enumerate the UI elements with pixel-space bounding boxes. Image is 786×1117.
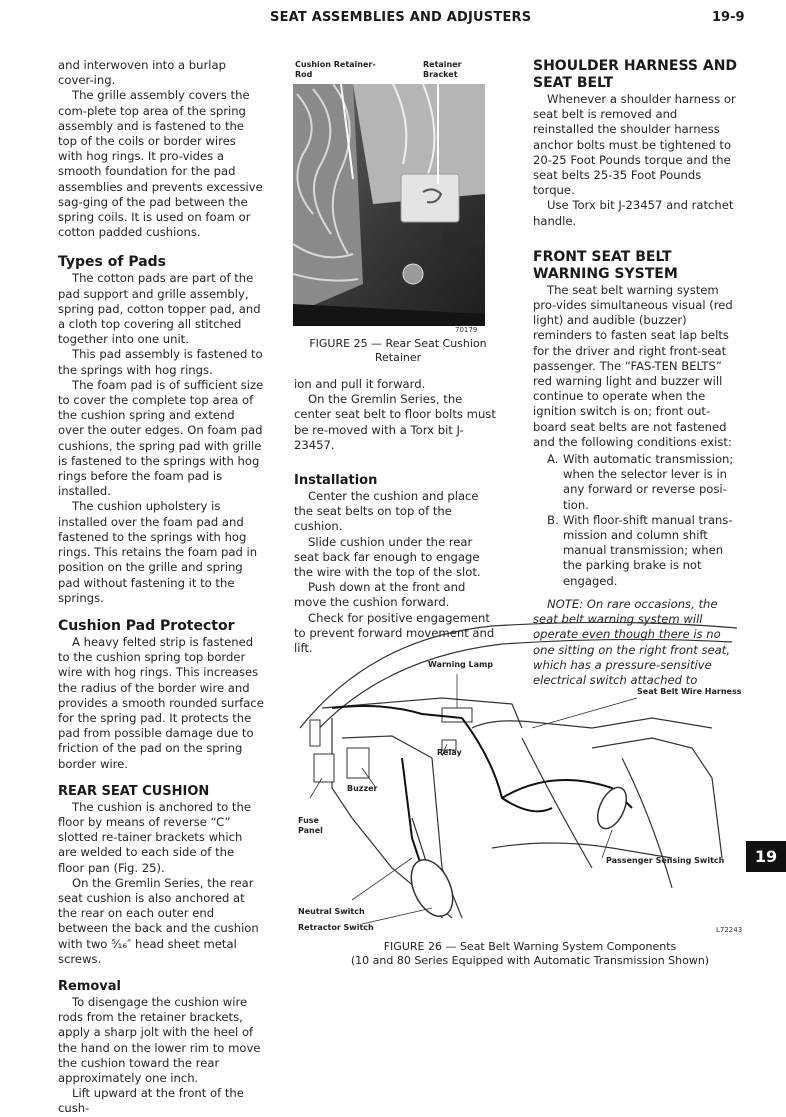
body-paragraph: The foam pad is of sufficient size to cover the complete top area of the cushion spring and extend over the outer edges. On foam pad cushions, the spring pad with grille is fastened to the springs with hog rings before the foam pad is installed.	[58, 377, 264, 499]
body-paragraph: This pad assembly is fastened to the springs with hog rings.	[58, 347, 263, 377]
figure26-caption-line2: (10 and 80 Series Equipped with Automatic Transmission Shown)	[350, 954, 710, 967]
body-paragraph: A heavy felted strip is fastened to the cushion spring top border wire with hog rings. This increases the radius of the border wire and provides a smooth rounded surface for the spring pad. It protects the pad from possible damage due to friction of the pad on the spring border wire.	[58, 634, 264, 771]
body-paragraph: Center the cushion and place the seat belts on top of the cushion.	[294, 489, 479, 534]
figure26-label-relay: Relay	[437, 748, 462, 757]
body-paragraph: Push down at the front and move the cushion forward.	[294, 580, 466, 610]
figure25-label-cushion-retainer-rod: Cushion Retainer-Rod	[295, 60, 376, 79]
body-paragraph: Check for positive engagement to prevent forward movement and lift.	[294, 610, 495, 656]
body-paragraph: On the Gremlin Series, the rear seat cushion is also anchored at the rear on each outer end between the back and the cushion with two ⁵⁄₁₆″ head sheet metal screws.	[58, 875, 259, 966]
condition-item	[533, 452, 739, 513]
section-heading-warning-system: FRONT SEAT BELT WARNING SYSTEM	[533, 248, 678, 282]
body-paragraph: Slide cushion under the rear seat back far enough to engage the wire with the top of the slot.	[294, 534, 481, 580]
intro-paragraph: The grille assembly covers the com-plete top area of the spring assembly and is fastened to the top of the coils or border wires with hog rings. It pro-vides a smooth foundation for the pad assemblies and prevents excessive sag-ging of the pad between the spring coils. It is used on foam or cotton padded cushions.	[58, 88, 263, 240]
body-paragraph: On the Gremlin Series, the center seat belt to floor bolts must be re-moved with a Torx bit J-23457.	[294, 392, 496, 452]
figure26-label-buzzer: Buzzer	[347, 784, 378, 793]
body-paragraph: The cotton pads are part of the pad support and grille assembly, spring pad, cotton topper pad, and a cloth top covering all stitched together into one unit.	[58, 271, 261, 347]
section-heading-removal: Removal	[58, 978, 122, 994]
figure25-code: 70179	[455, 326, 478, 334]
section-tab: 19	[746, 841, 786, 872]
figure26-caption-line1: FIGURE 26 — Seat Belt Warning System Components	[383, 940, 677, 953]
condition-item	[533, 513, 739, 589]
figure26-diagram	[292, 618, 744, 938]
page-header-title: SEAT ASSEMBLIES AND ADJUSTERS	[270, 10, 532, 25]
body-paragraph: Whenever a shoulder harness or seat belt is removed and reinstalled the shoulder harness anchor bolts must be tightened to 20-25 Foot Pounds torque and the seat belts 25-35 Foot Pounds torque.	[533, 92, 736, 198]
condition-text: With floor-shift manual trans-mission and column shift manual transmission; when the parking brake is not engaged.	[563, 512, 733, 588]
condition-key: B.	[547, 512, 559, 527]
middle-column	[294, 377, 498, 656]
section-heading-rear-seat-cushion: REAR SEAT CUSHION	[58, 783, 210, 799]
figure25-photo	[293, 84, 485, 326]
figure26-code: L72243	[716, 926, 743, 934]
section-heading-types-of-pads: Types of Pads	[58, 254, 167, 271]
section-heading-installation: Installation	[294, 473, 378, 489]
figure26-label-warning-lamp: Warning Lamp	[428, 660, 494, 669]
figure26-label-retractor-switch: Retractor Switch	[298, 923, 374, 932]
body-paragraph: ion and pull it forward.	[294, 377, 426, 391]
figure25-label-retainer-bracket: Retainer Bracket	[423, 60, 462, 79]
body-paragraph: The cushion upholstery is installed over the foam pad and fastened to the springs with hog rings. This retains the foam pad in position on the grille and spring pad without fastening it to the springs.	[58, 499, 258, 605]
page-number: 19-9	[712, 10, 745, 25]
body-paragraph: Lift upward at the front of the cush-	[58, 1086, 244, 1116]
note-paragraph: NOTE: On rare occasions, the seat belt warning system will operate even though there is no one sitting on the right front seat, which has a pressure-sensitive electrical switch attached to	[533, 596, 731, 687]
body-paragraph: Use Torx bit J-23457 and ratchet handle.	[533, 198, 734, 228]
section-heading-shoulder-harness: SHOULDER HARNESS AND SEAT BELT	[533, 58, 738, 91]
figure26-label-fuse-panel: Fuse Panel	[298, 816, 323, 835]
figure26-label-passenger-switch: Passenger Sensing Switch	[606, 856, 725, 865]
section-heading-cushion-pad-protector: Cushion Pad Protector	[58, 617, 235, 634]
left-column	[58, 58, 264, 1117]
figure26-label-neutral-switch: Neutral Switch	[298, 907, 365, 916]
condition-text: With automatic transmission; when the selector lever is in any forward or reverse posi-tion.	[563, 452, 734, 512]
intro-paragraph: and interwoven into a burlap cover-ing.	[58, 58, 226, 88]
body-paragraph: To disengage the cushion wire rods from the retainer brackets, apply a sharp jolt with the heel of the hand on the lower rim to move the cushion toward the rear approximately one inch.	[58, 994, 261, 1085]
body-paragraph: The seat belt warning system pro-vides simultaneous visual (red light) and audible (buzzer) reminders to fasten seat lap belts for the driver and right front-seat passenger. The “FAS-TEN BELTS” red warning light and buzzer will continue to operate when the ignition switch is on; front out-board seat belts are not fastened and the following conditions exist:	[533, 282, 733, 449]
figure25-caption: FIGURE 25 — Rear Seat Cushion Retainer	[309, 337, 487, 364]
condition-key: A.	[547, 452, 559, 467]
body-paragraph: The cushion is anchored to the floor by means of reverse “C” slotted re-tainer brackets which are welded to each side of the floor pan (Fig. 25).	[58, 799, 251, 875]
figure26-label-wire-harness: Seat Belt Wire Harness	[637, 687, 742, 696]
right-column	[533, 58, 739, 688]
